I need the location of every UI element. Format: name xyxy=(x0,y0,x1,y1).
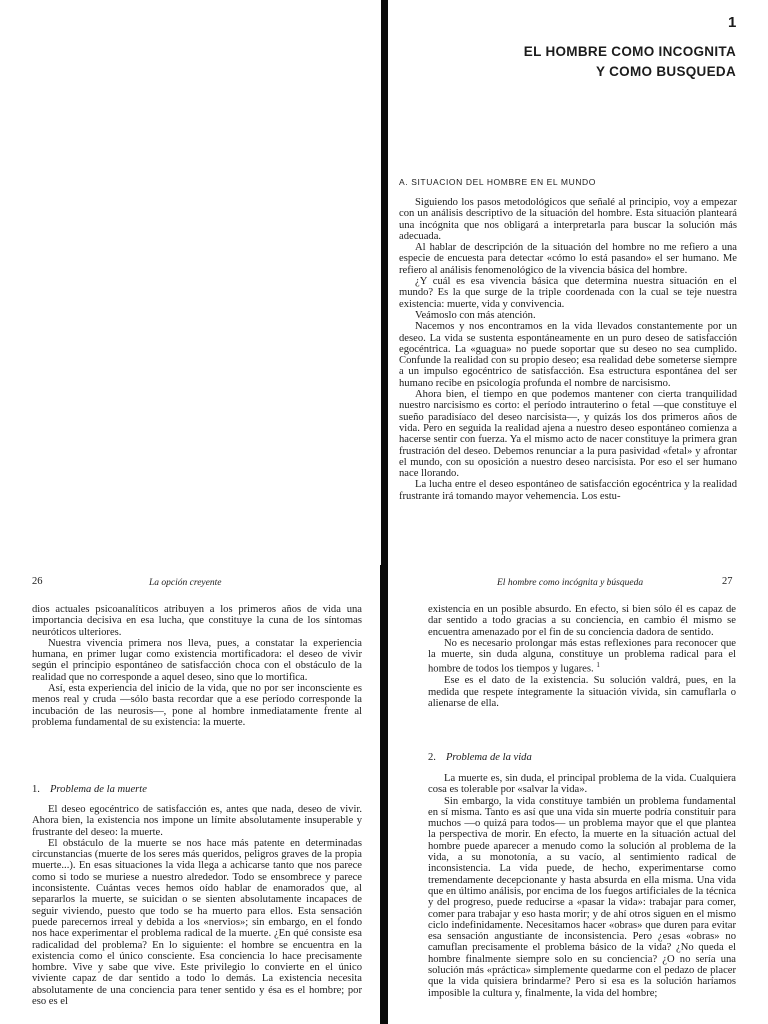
paragraph: Sin embargo, la vida constituye también un problema fundamental en sí misma. Tanto es así que una vida sin muerte podría constituir para muchos —o quizá para todos— un problema mayor que el que plantea la perspectiva de morir. En efecto, la muerte en la situación actual del hombre puede aparecer a menudo como la solución al problema de la vida, a su monotonía, a su vacío, al sentimiento radical de inconsistencia. La vida puede, de hecho, experimentarse como tremendamente decepcionante y hasta absurda en ella misma. Una vida que en último análisis, por encima de los fuegos artificiales de la técnica y del progreso, puede reducirse a «pasar la vida»: trabajar para comer, comer para trabajar y eso hasta morir; y de ahí otros siguen en el mismo ciclo indefinidamente. Necesitamos hacer «obras» que duren para evitar esa sensación angustiante de inconsistencia. Pero ¿esas «obras» no camuflan precisamente el problema básico de la vida? ¿No queda el hombre finalmente siempre solo en su conciencia? ¿O no sería una solución más «práctica» simplemente quedarme con el pedazo de placer que la vida quisiera brindarme? Pero si esa es la solución haríamos imposible la cultura y, finalmente, la vida del hombre; xyxy=(428,795,736,999)
left-page-text-2 xyxy=(32,804,362,1007)
running-head-left: La opción creyente xyxy=(149,578,222,588)
left-page-text xyxy=(32,604,362,728)
chapter-title-line1: EL HOMBRE COMO INCOGNITA xyxy=(523,44,736,59)
paragraph: El deseo egocéntrico de satisfacción es, antes que nada, deseo de vivir. Ahora bien, la existencia nos impone un límite absolutamente insuperable y frustrante del deseo: la muerte. xyxy=(32,804,362,838)
paragraph: Nuestra vivencia primera nos lleva, pues, a constatar la experiencia humana, en primer lugar como existencia mortificadora: el deseo de vivir según el principio espontáneo de satisfacción choca con el obstáculo de la realidad que no corresponde a aquel deseo, sino que lo mortifica. xyxy=(32,637,362,683)
right-page-text-2 xyxy=(428,773,736,999)
paragraph: Siguiendo los pasos metodológicos que señalé al principio, voy a empezar con un análisis descriptivo de la situación del hombre. Esta situación planteará una incógnita que nos obligará a interpretarla para buscar la solución más adecuada. xyxy=(399,197,737,242)
subsection-title: Problema de la vida xyxy=(445,752,532,763)
right-page-text xyxy=(428,604,736,709)
paragraph: Ahora bien, el tiempo en que podemos mantener con cierta tranquilidad nuestro narcisismo es corto: el período intrauterino o fetal —que constituye el sueño paradisíaco del deseo narcisista—, y quizás los dos primeros años de vida. Pero en seguida la realidad ajena a nuestro deseo espontáneo comienza a hacerse sentir con fuerza. Ya el mismo acto de nacer constituye la primera gran frustración del deseo. Debemos renunciar a la pura pasividad «fetal» y afrontar el mundo, con su oposición a nuestro deseo narcisista. Por eso el ser humano nace llorando. xyxy=(399,389,737,480)
paragraph: El obstáculo de la muerte se nos hace más patente en determinadas circunstancias (muerte de los seres más queridos, peligros graves de la propia muerte...). En esas situaciones la vida llega a achicarse tanto que nos parece como si todo se muriese a nuestro alrededor. Todo se ensombrece y parece inconsistente. Cuántas veces hemos oído hablar de enamorados que, al separarlos la muerte, se suicidan o se sienten absolutamente incapaces de seguir viviendo, puesto que todo se ha muerto para ellos. Esta sensación puede parecernos irreal y debida a los «nervios»; sin embargo, en el fondo nos hace experimentar el problema radical de la muerte. ¿En qué consiste esa radicalidad del problema? En lo siguiente: el hombre se encuentra en la existencia como el único consciente. Esa conciencia lo hace precisamente hombre. Vive y sabe que vive. Este privilegio lo convierte en el único viviente capaz de dar sentido a todo lo demás. La existencia necesita absolutamente de una conciencia para tener sentido y ésa es el hombre; por eso es el xyxy=(32,837,362,1008)
paragraph: Nacemos y nos encontramos en la vida llevados constantemente por un deseo. La vida se sustenta espontáneamente en un puro deseo de satisfacción egocéntrica. La «guagua» no puede soportar que su deseo no sea cumplido. Confunde la realidad con su propio deseo; esa realidad debe someterse siempre a un impulso egocéntrico de satisfacción. Esa estructura espontánea del ser humano recibe en psicología profunda el nombre de narcisismo. xyxy=(399,321,737,389)
chapter-title-line2: Y COMO BUSQUEDA xyxy=(595,64,736,79)
paragraph: La muerte es, sin duda, el principal problema de la vida. Cualquiera cosa es tolerable por «salvar la vida». xyxy=(428,773,736,796)
subsection-title: Problema de la muerte xyxy=(49,784,147,795)
page-number-right: 27 xyxy=(722,576,733,587)
subsection-heading-life xyxy=(428,752,532,763)
book-spine-top xyxy=(381,0,388,570)
chapter-title xyxy=(524,42,736,82)
subsection-number: 1. xyxy=(32,784,40,795)
paragraph: Al hablar de descripción de la situación del hombre no me refiero a una especie de encuesta para detectar «cómo lo está pasando» el ser humano. Me refiero al análisis fenomenológico de la vivencia básica del hombre. xyxy=(399,242,737,276)
paragraph: Ese es el dato de la existencia. Su solución valdrá, pues, en la medida que respete íntegramente la situación vivida, sin camuflarla o alienarse de ella. xyxy=(428,675,736,709)
page-number-left: 26 xyxy=(32,576,43,587)
top-page-text xyxy=(399,197,737,502)
paragraph-text: No es necesario prolongar más estas reflexiones para reconocer que la muerte, sin duda alguna, constituye un problema radical para el hombre de todos los tiempos y lugares. xyxy=(428,637,736,676)
section-heading-a: A. SITUACION DEL HOMBRE EN EL MUNDO xyxy=(399,177,597,187)
subsection-number: 2. xyxy=(428,752,436,763)
footnote-mark: 1 xyxy=(596,661,600,670)
paragraph xyxy=(428,638,736,675)
book-spine-bottom xyxy=(380,565,388,1024)
running-head-right: El hombre como incógnita y búsqueda xyxy=(497,578,644,588)
subsection-heading-death xyxy=(32,784,147,795)
page-number-top: 1 xyxy=(728,14,737,31)
paragraph: existencia en un posible absurdo. En efecto, si bien sólo él es capaz de dar sentido a todo gracias a su conciencia, en cambio él mismo se encuentra amenazado por el fin de su conciencia dadora de sentido. xyxy=(428,604,736,638)
paragraph: ¿Y cuál es esa vivencia básica que determina nuestra situación en el mundo? Es la que surge de la triple coordenada con la cual se teje nuestra existencia: muerte, vida y convivencia. xyxy=(399,276,737,310)
paragraph: La lucha entre el deseo espontáneo de satisfacción egocéntrica y la realidad frustrante irá tomando mayor vehemencia. Los estu- xyxy=(399,479,737,502)
paragraph: Veámoslo con más atención. xyxy=(415,309,536,321)
paragraph: dios actuales psicoanalíticos atribuyen a los primeros años de vida una importancia decisiva en esa lucha, que constituye la cuna de los síntomas neuróticos ulteriores. xyxy=(32,604,362,638)
paragraph: Así, esta experiencia del inicio de la vida, que no por ser inconsciente es menos real y cruda —sólo basta recordar que a ese período corresponde la incubación de las neurosis—, pone al hombre inmediatamente frente al problema fundamental de su existencia: la muerte. xyxy=(32,683,362,728)
